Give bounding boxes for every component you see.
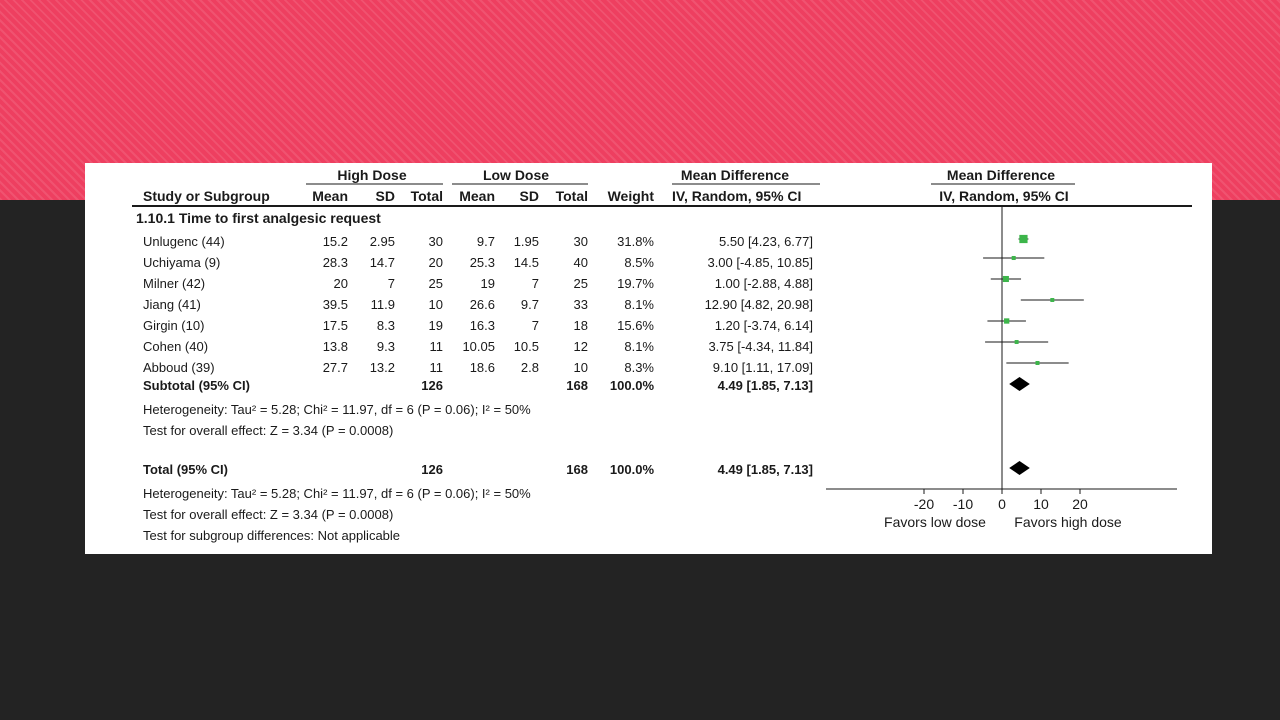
row-1-sd2: 1.95 (513, 234, 539, 249)
header-mean-difference-text: Mean Difference (680, 167, 790, 183)
subgroup-title: 1.10.1 Time to first analgesic request (136, 210, 381, 226)
row-3-ci-text: 1.00 [-2.88, 4.88] (714, 276, 813, 291)
study-point (1003, 276, 1009, 282)
row-2-weight: 8.5% (624, 255, 654, 270)
row-2-mean1: 28.3 (322, 255, 348, 270)
total-weight: 100.0% (609, 462, 654, 477)
study-point (1012, 256, 1016, 260)
row-5-n2: 18 (573, 318, 588, 333)
subtotal-heterogeneity: Heterogeneity: Tau² = 5.28; Chi² = 11.97, df = 6 (P = 0.06); I² = 50% (143, 402, 531, 417)
subtotal-n1: 126 (421, 378, 443, 393)
row-6-mean2: 10.05 (462, 339, 495, 354)
row-4-mean2: 26.6 (469, 297, 495, 312)
total-label: Total (95% CI) (143, 462, 228, 477)
row-3-study: Milner (42) (143, 276, 206, 291)
header-weight: Weight (607, 188, 654, 204)
row-4-sd1: 11.9 (370, 297, 395, 312)
row-1-study: Unlugenc (44) (143, 234, 225, 249)
row-3-n1: 25 (428, 276, 443, 291)
row-7-n2: 10 (573, 360, 588, 375)
header-method-text: IV, Random, 95% CI (672, 188, 802, 204)
row-6-n1: 11 (429, 339, 443, 354)
row-2-study: Uchiyama (9) (143, 255, 221, 270)
row-2-sd1: 14.7 (369, 255, 395, 270)
row-5-study: Girgin (10) (143, 318, 205, 333)
study-point (1004, 318, 1009, 323)
header-group-high-dose: High Dose (337, 167, 407, 183)
row-3-mean2: 19 (480, 276, 495, 291)
row-4-sd2: 9.7 (520, 297, 539, 312)
forest-plot (85, 163, 1212, 554)
row-4-n1: 10 (428, 297, 443, 312)
row-3-mean1: 20 (333, 276, 348, 291)
study-point (1019, 235, 1027, 243)
row-2-n1: 20 (428, 255, 443, 270)
x-tick-label: 10 (1033, 496, 1049, 512)
row-5-sd2: 7 (531, 318, 539, 333)
row-6-n2: 12 (573, 339, 588, 354)
row-7-sd2: 2.8 (520, 360, 539, 375)
subtotal-overall-effect: Test for overall effect: Z = 3.34 (P = 0.0008) (143, 423, 394, 438)
row-3-sd2: 7 (531, 276, 539, 291)
subtotal-diamond (1009, 377, 1030, 391)
row-4-weight: 8.1% (624, 297, 654, 312)
row-5-ci-text: 1.20 [-3.74, 6.14] (714, 318, 813, 333)
total-overall-effect: Test for overall effect: Z = 3.34 (P = 0.0008) (143, 507, 394, 522)
row-1-mean2: 9.7 (476, 234, 495, 249)
row-5-mean1: 17.5 (322, 318, 348, 333)
x-tick-label: -20 (913, 496, 935, 512)
header-method-plot: IV, Random, 95% CI (939, 188, 1069, 204)
row-1-mean1: 15.2 (322, 234, 348, 249)
total-diamond (1009, 461, 1030, 475)
row-2-mean2: 25.3 (469, 255, 495, 270)
forest-plot-panel (85, 163, 1212, 554)
header-group-low-dose: Low Dose (482, 167, 550, 183)
row-7-mean1: 27.7 (322, 360, 348, 375)
total-n1: 126 (421, 462, 443, 477)
row-2-ci-text: 3.00 [-4.85, 10.85] (707, 255, 813, 270)
row-4-ci-text: 12.90 [4.82, 20.98] (704, 297, 813, 312)
row-5-sd1: 8.3 (376, 318, 395, 333)
header-sd2: SD (519, 188, 539, 204)
subgroup-differences: Test for subgroup differences: Not applicable (143, 528, 401, 543)
row-4-n2: 33 (573, 297, 588, 312)
total-n2: 168 (566, 462, 588, 477)
study-point (1035, 361, 1039, 365)
study-rows (143, 234, 813, 375)
row-1-n2: 30 (573, 234, 588, 249)
row-7-study: Abboud (39) (143, 360, 215, 375)
header-sd1: SD (375, 188, 395, 204)
forest-marks (983, 235, 1084, 475)
header-total1: Total (410, 188, 443, 204)
row-5-weight: 15.6% (617, 318, 654, 333)
x-tick-label: 20 (1072, 496, 1088, 512)
x-axis-ticks (914, 489, 1088, 512)
header-mean1: Mean (312, 188, 348, 204)
study-point (1015, 340, 1019, 344)
row-6-mean1: 13.8 (322, 339, 348, 354)
row-6-ci-text: 3.75 [-4.34, 11.84] (708, 339, 813, 354)
header-study: Study or Subgroup (143, 188, 270, 204)
row-6-weight: 8.1% (624, 339, 654, 354)
subtotal-n2: 168 (566, 378, 588, 393)
header-mean-difference-plot: Mean Difference (946, 167, 1056, 183)
row-3-n2: 25 (573, 276, 588, 291)
total-ci: 4.49 [1.85, 7.13] (717, 462, 813, 477)
subtotal-weight: 100.0% (609, 378, 654, 393)
favors-right-label: Favors high dose (1014, 514, 1122, 530)
row-1-weight: 31.8% (617, 234, 654, 249)
row-2-n2: 40 (573, 255, 588, 270)
study-point (1050, 298, 1054, 302)
row-1-sd1: 2.95 (369, 234, 395, 249)
header-total2: Total (555, 188, 588, 204)
row-4-study: Jiang (41) (143, 297, 201, 312)
row-7-weight: 8.3% (624, 360, 654, 375)
row-1-ci-text: 5.50 [4.23, 6.77] (719, 234, 813, 249)
row-2-sd2: 14.5 (513, 255, 539, 270)
row-7-ci-text: 9.10 [1.11, 17.09] (712, 360, 813, 375)
subtotal-ci: 4.49 [1.85, 7.13] (717, 378, 813, 393)
row-3-weight: 19.7% (617, 276, 654, 291)
row-6-sd2: 10.5 (513, 339, 539, 354)
header-mean2: Mean (459, 188, 495, 204)
x-tick-label: 0 (998, 496, 1006, 512)
x-tick-label: -10 (952, 496, 974, 512)
total-heterogeneity: Heterogeneity: Tau² = 5.28; Chi² = 11.97, df = 6 (P = 0.06); I² = 50% (143, 486, 531, 501)
row-6-sd1: 9.3 (376, 339, 395, 354)
row-3-sd1: 7 (387, 276, 395, 291)
row-7-sd1: 13.2 (369, 360, 395, 375)
row-5-mean2: 16.3 (469, 318, 495, 333)
row-6-study: Cohen (40) (143, 339, 209, 354)
favors-left-label: Favors low dose (884, 514, 986, 530)
row-7-n1: 11 (429, 360, 443, 375)
subtotal-label: Subtotal (95% CI) (143, 378, 250, 393)
row-1-n1: 30 (428, 234, 443, 249)
row-7-mean2: 18.6 (469, 360, 495, 375)
row-5-n1: 19 (428, 318, 443, 333)
row-4-mean1: 39.5 (322, 297, 348, 312)
